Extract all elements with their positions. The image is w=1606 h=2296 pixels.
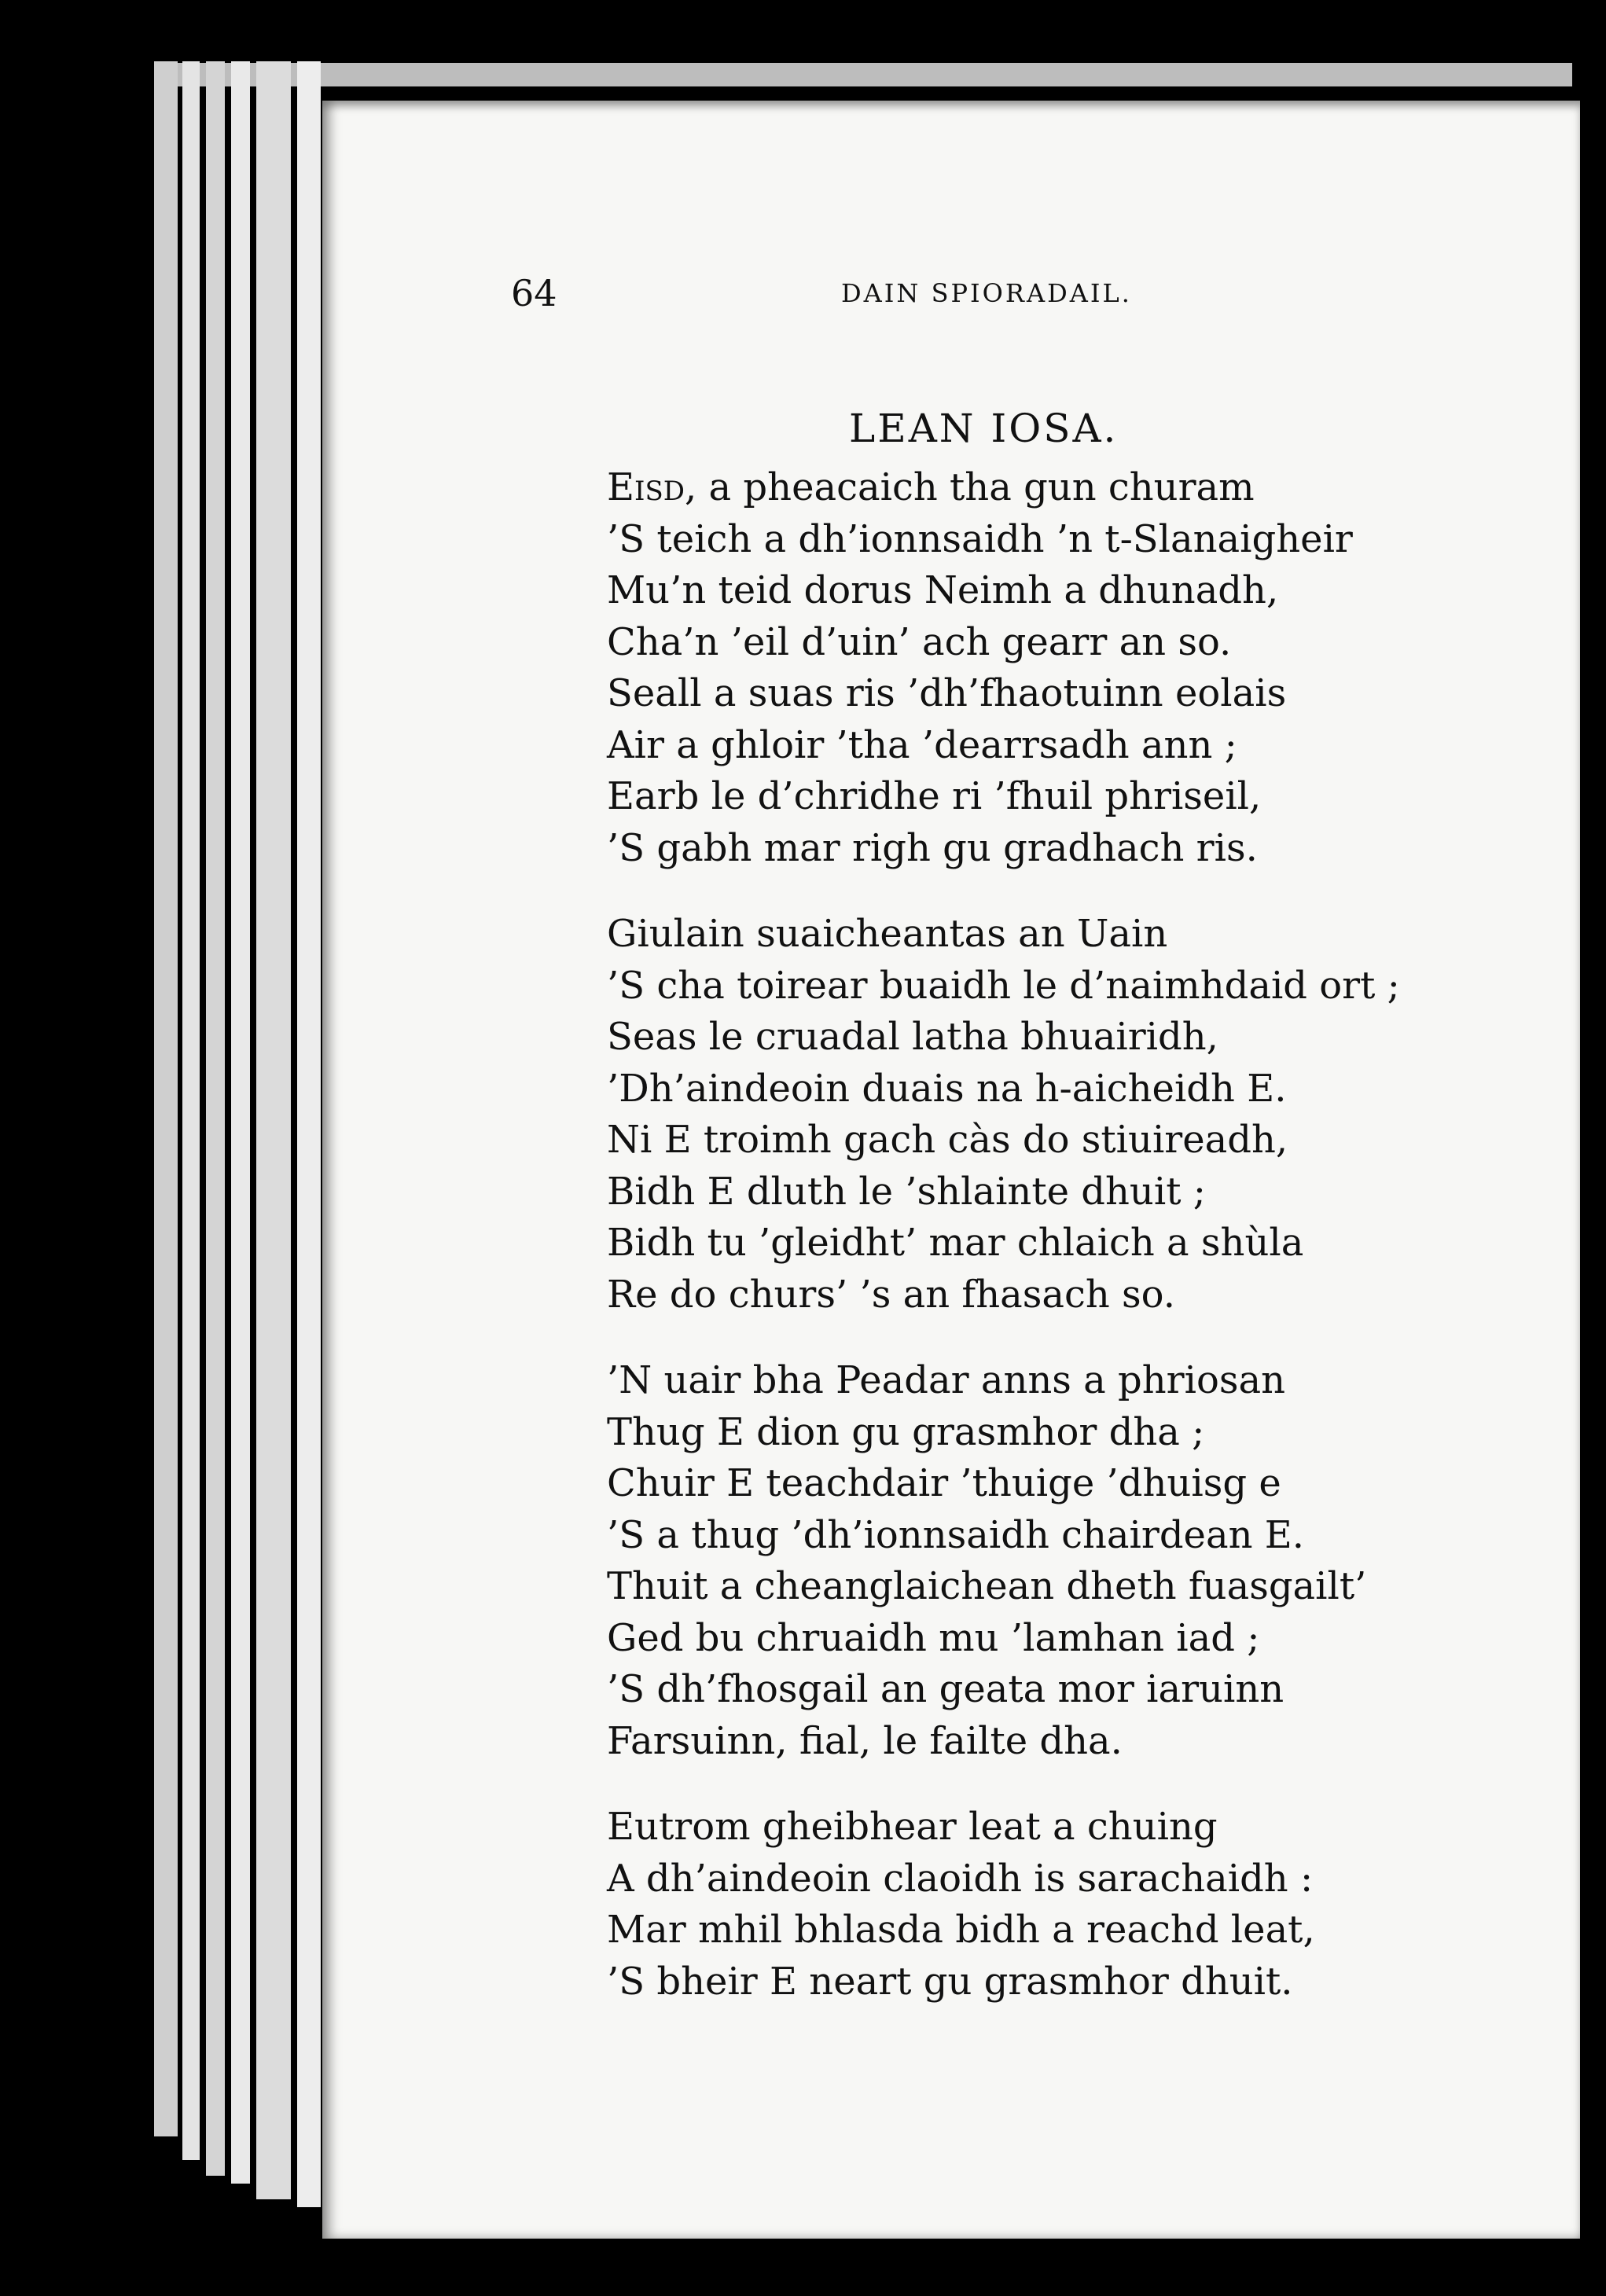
- verse-line: ’S cha toirear buaidh le d’naimhdaid ort ;: [607, 963, 1400, 1008]
- verse-line: ’S a thug ’dh’ionnsaidh chairdean E.: [607, 1512, 1305, 1557]
- verse-line: Mar mhil bhlasda bidh a reachd leat,: [607, 1908, 1315, 1952]
- verse-line: ’Dh’aindeoin duais na h-aicheidh E.: [607, 1066, 1287, 1111]
- verse-line: A dh’aindeoin claoidh is sarachaidh :: [607, 1856, 1314, 1901]
- verse-line: ’S teich a dh’ionnsaidh ’n t-Slanaigheir: [607, 516, 1353, 561]
- running-title: DAIN SPIORADAIL.: [841, 278, 1132, 308]
- book-page: [322, 101, 1580, 2239]
- verse-line: Giulain suaicheantas an Uain: [607, 912, 1168, 956]
- verse-line: Eisd, a pheacaich tha gun churam: [607, 465, 1255, 509]
- verse-line: ’N uair bha Peadar anns a phriosan: [607, 1358, 1286, 1402]
- poem-body: [607, 462, 1511, 2042]
- stanza-2: [607, 909, 1511, 1321]
- verse-line: Cha’n ’eil d’uin’ ach gearr an so.: [607, 619, 1232, 664]
- page-edge-top: [157, 63, 1572, 86]
- verse-line: Thug E dion gu grasmhor dha ;: [607, 1409, 1205, 1454]
- verse-line: Thuit a cheanglaichean dheth fuasgailt’: [607, 1564, 1367, 1608]
- initial-word: Eisd: [607, 465, 685, 509]
- verse-line: Eutrom gheibhear leat a chuing: [607, 1805, 1218, 1849]
- verse-line: Chuir E teachdair ’thuige ’dhuisg e: [607, 1461, 1281, 1505]
- verse-line: Seall a suas ris ’dh’fhaotuinn eolais: [607, 671, 1287, 715]
- verse-line: Mu’n teid dorus Neimh a dhunadh,: [607, 568, 1279, 612]
- verse-line: ’S bheir E neart gu grasmhor dhuit.: [607, 1959, 1293, 2004]
- stanza-4: [607, 1802, 1511, 2008]
- page-number: 64: [511, 272, 557, 314]
- stanza-3: [607, 1355, 1511, 1767]
- verse-line: Re do churs’ ’s an fhasach so.: [607, 1272, 1175, 1317]
- page-edge: [231, 61, 250, 2184]
- verse-line: Earb le d’chridhe ri ’fhuil phriseil,: [607, 774, 1262, 818]
- verse-line: Seas le cruadal latha bhuairidh,: [607, 1015, 1218, 1059]
- page-edge: [256, 61, 291, 2199]
- verse-line: Ged bu chruaidh mu ’lamhan iad ;: [607, 1615, 1260, 1660]
- verse-line: Bidh E dluth le ’shlainte dhuit ;: [607, 1169, 1206, 1214]
- page-edge: [154, 61, 178, 2136]
- stanza-1: [607, 462, 1511, 874]
- poem-title: LEAN IOSA.: [849, 406, 1119, 451]
- verse-line: Ni E troimh gach càs do stiuireadh,: [607, 1118, 1288, 1162]
- page-edge: [297, 61, 321, 2207]
- verse-line: ’S dh’fhosgail an geata mor iaruinn: [607, 1667, 1284, 1711]
- verse-line: Air a ghloir ’tha ’dearrsadh ann ;: [607, 722, 1237, 767]
- page-edge: [206, 61, 225, 2176]
- page-edge: [182, 61, 200, 2160]
- verse-line: ’S gabh mar righ gu gradhach ris.: [607, 825, 1258, 870]
- verse-line: Farsuinn, fial, le failte dha.: [607, 1718, 1123, 1763]
- verse-line: Bidh tu ’gleidht’ mar chlaich a shùla: [607, 1221, 1304, 1265]
- running-head: [322, 272, 1580, 319]
